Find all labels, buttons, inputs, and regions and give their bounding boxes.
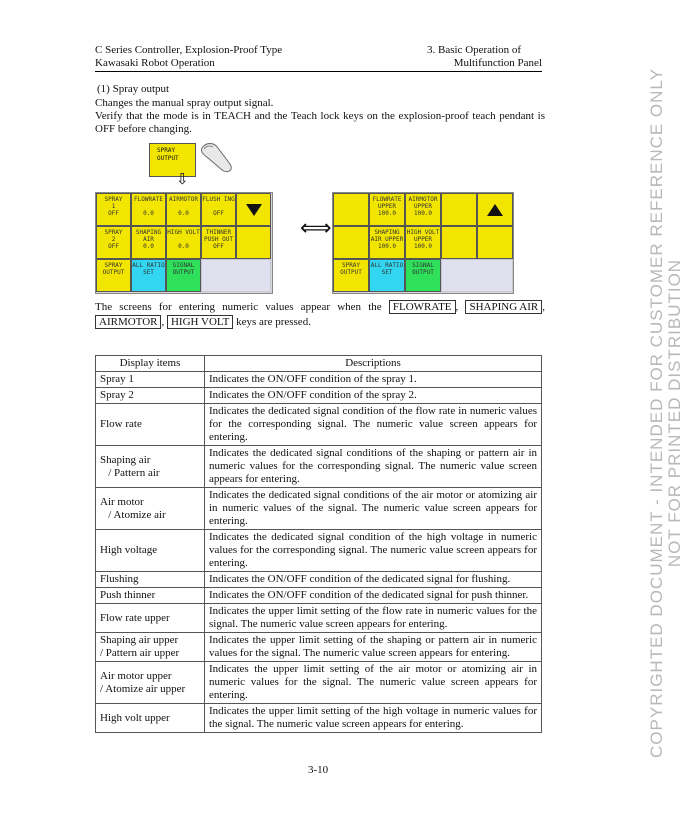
panel-key-blank[interactable]	[441, 193, 477, 226]
panel-key-text: OUTPUT	[340, 269, 362, 276]
display-item: Air motor upper / Atomize air upper	[96, 662, 205, 704]
panel-key[interactable]	[166, 193, 201, 226]
spray-output-key	[149, 143, 196, 177]
panel-key-text: ALL RATIO	[370, 262, 404, 269]
description: Indicates the upper limit setting of the flow rate in numeric values for the signal. The numeric value screen appears for entering.	[205, 604, 542, 633]
triangle-up-icon	[480, 196, 510, 222]
table-row	[96, 572, 542, 588]
panel-key-text: 0.0	[178, 243, 189, 250]
panel-key[interactable]	[405, 259, 441, 292]
copyright-watermark	[648, 18, 684, 808]
panel-key-blank[interactable]	[236, 226, 271, 259]
table-row	[96, 530, 542, 572]
panel-key-text: 100.0	[377, 243, 397, 250]
panel-empty-area[interactable]	[441, 259, 513, 292]
watermark-line-2: NOT FOR PRINTED DISTRIBUTION	[665, 258, 684, 568]
description: Indicates the ON/OFF condition of the spray 1.	[205, 372, 542, 388]
display-item: Shaping air / Pattern air	[96, 446, 205, 488]
panel-key-text: OFF	[213, 243, 224, 250]
header-product: C Series Controller, Explosion-Proof Type	[95, 44, 283, 56]
table-row	[96, 446, 542, 488]
panel-key-text: 100.0	[413, 243, 433, 250]
panel-key-text: OUTPUT	[172, 269, 195, 276]
header-rule	[95, 71, 542, 72]
panel-key-text: 2	[111, 236, 116, 243]
description: Indicates the dedicated signal conditions of the shaping or pattern air in numeric values for the corresponding signal. The numeric value screen appears for entering.	[205, 446, 542, 488]
scroll-up-button[interactable]	[477, 193, 513, 226]
numeric-note-text-1: The screens for entering numeric values appear when the	[95, 301, 382, 313]
display-item: Shaping air upper / Pattern air upper	[96, 633, 205, 662]
panel-key-text: OFF	[108, 210, 119, 217]
panel-key[interactable]	[369, 226, 405, 259]
panel-key-text: SPRAY	[104, 229, 123, 236]
down-arrow-icon: ⇩	[176, 170, 189, 188]
col-display-items: Display items	[96, 356, 205, 372]
panel-key-text: PUSH OUT	[204, 236, 233, 243]
section-title: (1) Spray output	[97, 83, 170, 95]
panel-key-text: AIRMOTOR	[169, 196, 198, 203]
description: Indicates the upper limit setting of the shaping or pattern air in numeric values for the signal. The numeric value screen appears for entering.	[205, 633, 542, 662]
display-item: Flow rate upper	[96, 604, 205, 633]
panel-key-text: 100.0	[413, 210, 433, 217]
panel-key-text: FLOWRATE	[134, 196, 163, 203]
panel-key-text: 0.0	[143, 243, 154, 250]
col-descriptions: Descriptions	[205, 356, 542, 372]
panel-key[interactable]	[131, 259, 166, 292]
page-number: 3-10	[308, 764, 329, 776]
intro-line-1: Changes the manual spray output signal.	[95, 97, 274, 109]
display-item: Air motor / Atomize air	[96, 488, 205, 530]
panel-key[interactable]	[201, 226, 236, 259]
panel-key[interactable]	[131, 226, 166, 259]
panel-key[interactable]	[201, 193, 236, 226]
double-arrow-icon: ⟺	[300, 216, 332, 241]
table-row	[96, 404, 542, 446]
panel-key-text: 0.0	[143, 210, 154, 217]
upper-limit-panel-screen	[332, 192, 514, 294]
finger-press-icon	[196, 140, 240, 174]
panel-key[interactable]	[333, 259, 369, 292]
panel-key-blank[interactable]	[477, 226, 513, 259]
panel-key-text: 0.0	[178, 210, 189, 217]
description: Indicates the ON/OFF condition of the dedicated signal for flushing.	[205, 572, 542, 588]
description: Indicates the dedicated signal condition of the flow rate in numeric values for the corresponding signal. The numeric value screen appears for entering.	[205, 404, 542, 446]
panel-key[interactable]	[166, 226, 201, 259]
panel-key-text: THINNER	[205, 229, 232, 236]
panel-key[interactable]	[405, 226, 441, 259]
table-row	[96, 488, 542, 530]
description: Indicates the upper limit setting of the high voltage in numeric values for the signal. The numeric value screen appears for entering.	[205, 704, 542, 733]
panel-key-text: SET	[381, 269, 393, 276]
sep-1: ,	[455, 301, 459, 313]
panel-key-text: SHAPING	[374, 229, 400, 236]
panel-key-blank[interactable]	[333, 193, 369, 226]
panel-key[interactable]	[96, 193, 131, 226]
table-row	[96, 372, 542, 388]
panel-key-text: SPRAY	[104, 262, 123, 269]
table-row	[96, 704, 542, 733]
panel-key[interactable]	[96, 226, 131, 259]
description: Indicates the dedicated signal conditions of the air motor or atomizing air in numeric values of the signal. The numeric value screen appears for entering.	[205, 488, 542, 530]
description: Indicates the ON/OFF condition of the spray 2.	[205, 388, 542, 404]
panel-key-blank[interactable]	[441, 226, 477, 259]
spray-output-key-line1: SPRAY	[157, 147, 176, 154]
panel-key-text: OFF	[213, 210, 224, 217]
panel-key-text: HIGH VOLT	[406, 229, 440, 236]
panel-key-text: FLOWRATE	[372, 196, 402, 203]
panel-key[interactable]	[369, 193, 405, 226]
panel-key-text: AIR	[143, 236, 154, 243]
triangle-down-icon	[239, 196, 269, 222]
display-item: Flow rate	[96, 404, 205, 446]
table-header-row	[96, 356, 542, 372]
description: Indicates the ON/OFF condition of the dedicated signal for push thinner.	[205, 588, 542, 604]
panel-key[interactable]	[166, 259, 201, 292]
airmotor-key: AIRMOTOR	[95, 315, 161, 329]
table-row	[96, 388, 542, 404]
display-item: High voltage	[96, 530, 205, 572]
high-volt-key: HIGH VOLT	[167, 315, 233, 329]
panel-key-text: AIR UPPER	[370, 236, 404, 243]
panel-key-text: OUTPUT	[412, 269, 434, 276]
table-row	[96, 588, 542, 604]
panel-key-text	[167, 203, 200, 210]
panel-key[interactable]	[405, 193, 441, 226]
panel-key-text: UPPER	[413, 203, 433, 210]
display-item: Spray 1	[96, 372, 205, 388]
description: Indicates the dedicated signal condition of the high voltage in numeric values for the corresponding signal. The numeric value screen appears for entering.	[205, 530, 542, 572]
flowrate-key: FLOWRATE	[389, 300, 456, 314]
shaping-air-key: SHAPING AIR	[465, 300, 542, 314]
panel-key-text: 1	[111, 203, 116, 210]
header-left	[95, 44, 282, 70]
sep-2: ,	[542, 301, 545, 313]
display-item: Spray 2	[96, 388, 205, 404]
header-right	[422, 44, 542, 70]
panel-key-text	[132, 203, 165, 210]
numeric-note	[95, 300, 545, 330]
panel-empty-area[interactable]	[201, 259, 271, 292]
panel-key-text: SET	[143, 269, 154, 276]
table-row	[96, 662, 542, 704]
panel-key-text: SIGNAL	[412, 262, 434, 269]
sep-3: ,	[161, 316, 165, 328]
spray-panel-screen	[95, 192, 273, 294]
header-chapter-sub: Multifunction Panel	[453, 57, 542, 69]
panel-key-text: OFF	[108, 243, 119, 250]
panel-key-text: 100.0	[377, 210, 397, 217]
display-items-table	[95, 355, 542, 733]
display-item: High volt upper	[96, 704, 205, 733]
display-item: Flushing	[96, 572, 205, 588]
panel-key-text: AIRMOTOR	[408, 196, 438, 203]
watermark-line-1: COPYRIGHTED DOCUMENT - INTENDED FOR CUSTOMER REFERENCE ONLY	[647, 68, 666, 758]
panel-key-text: ALL RATIO	[132, 262, 165, 269]
panel-key-text: UPPER	[413, 236, 433, 243]
spray-output-key-line2: OUTPUT	[157, 155, 179, 162]
numeric-note-text-2: keys are pressed.	[236, 316, 311, 328]
panel-key[interactable]	[96, 259, 131, 292]
panel-key-text: OUTPUT	[102, 269, 125, 276]
panel-key-text: FLUSH ING	[202, 196, 235, 203]
intro-paragraph-2: Verify that the mode is in TEACH and the Teach lock keys on the explosion-proof teach pendant is OFF before changing.	[95, 110, 545, 135]
table-row	[96, 604, 542, 633]
table-row	[96, 633, 542, 662]
panel-key[interactable]	[369, 259, 405, 292]
panel-key-text: SPRAY	[104, 196, 123, 203]
panel-key-text: SIGNAL	[172, 262, 195, 269]
panel-key[interactable]	[131, 193, 166, 226]
header-chapter: 3. Basic Operation of	[427, 44, 522, 56]
panel-key-text	[202, 203, 235, 210]
panel-key-text: UPPER	[377, 203, 397, 210]
display-item: Push thinner	[96, 588, 205, 604]
panel-key-text: HIGH VOLT	[167, 229, 200, 236]
description: Indicates the upper limit setting of the air motor or atomizing air in numeric values for the signal. The numeric value screen appears for entering.	[205, 662, 542, 704]
panel-key-text	[167, 236, 200, 243]
panel-key-blank[interactable]	[333, 226, 369, 259]
header-manual: Kawasaki Robot Operation	[95, 57, 215, 69]
panel-key-text: SHAPING	[135, 229, 162, 236]
scroll-down-button[interactable]	[236, 193, 271, 226]
panel-key-text: SPRAY	[341, 262, 361, 269]
